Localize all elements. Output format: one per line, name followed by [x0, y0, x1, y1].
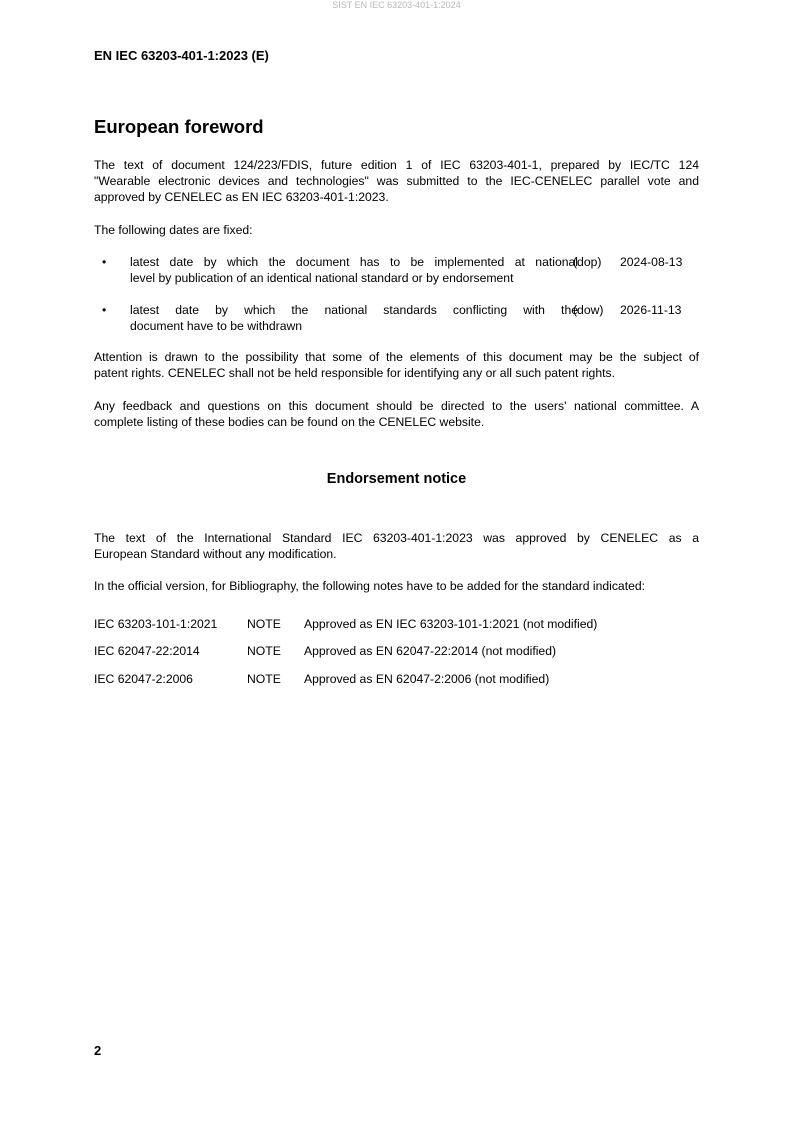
date-item-dop [94, 254, 699, 286]
note-standard: IEC 62047-22:2014 [94, 644, 200, 658]
date-item-text-line-1: latest date by which the national standards conflicting with the [130, 303, 578, 317]
foreword-intro-line-1: The text of document 124/223/FDIS, future edition 1 of IEC 63203-401-1, prepared by IEC/TC 124 [94, 158, 699, 172]
note-text: Approved as EN 62047-2:2006 (not modified) [304, 672, 550, 686]
note-label: NOTE [247, 644, 281, 658]
date-code: (dop) [573, 255, 602, 269]
bullet: • [102, 255, 107, 269]
bibliography-intro: In the official version, for Bibliography, the following notes have to be added for the standard indicated: [94, 579, 646, 593]
note-standard: IEC 63203-101-1:2021 [94, 617, 218, 631]
endorsement-text-line-2: European Standard without any modification. [94, 547, 337, 561]
endorsement-text-line-1: The text of the International Standard IEC 63203-401-1:2023 was approved by CENELEC as a [94, 531, 699, 545]
dates-intro: The following dates are fixed: [94, 223, 253, 237]
date-item-text-line-2: document have to be withdrawn [130, 319, 303, 333]
bullet: • [102, 303, 107, 317]
date-value: 2024-08-13 [620, 255, 683, 269]
note-text: Approved as EN IEC 63203-101-1:2021 (not modified) [304, 617, 598, 631]
document-id-header: EN IEC 63203-401-1:2023 (E) [94, 48, 269, 63]
feedback-line-2: complete listing of these bodies can be found on the CENELEC website. [94, 415, 485, 429]
date-code: (dow) [573, 303, 604, 317]
bibliography-note-row [94, 643, 699, 659]
date-value: 2026-11-13 [620, 303, 682, 317]
patent-notice-line-2: patent rights. CENELEC shall not be held responsible for identifying any or all such patent rights. [94, 366, 615, 380]
foreword-intro-line-3: approved by CENELEC as EN IEC 63203-401-1:2023. [94, 190, 389, 204]
note-standard: IEC 62047-2:2006 [94, 672, 193, 686]
note-label: NOTE [247, 617, 281, 631]
foreword-title: European foreword [94, 116, 264, 137]
patent-notice-line-1: Attention is drawn to the possibility that some of the elements of this document may be the subject of [94, 350, 699, 364]
bibliography-note-row [94, 671, 699, 687]
note-text: Approved as EN 62047-22:2014 (not modified) [304, 644, 557, 658]
foreword-intro-line-2: "Wearable electronic devices and technologies" was submitted to the IEC-CENELEC parallel vote and [94, 174, 699, 188]
feedback-line-1: Any feedback and questions on this document should be directed to the users' national committee. A [94, 399, 699, 413]
note-label: NOTE [247, 672, 281, 686]
date-item-dow [94, 302, 699, 334]
date-item-text-line-1: latest date by which the document has to be implemented at national [130, 255, 578, 269]
date-item-text-line-2: level by publication of an identical national standard or by endorsement [130, 271, 514, 285]
bibliography-note-row [94, 616, 699, 632]
watermark: SIST EN IEC 63203-401-1:2024 [332, 0, 461, 10]
page-number: 2 [94, 1043, 102, 1058]
endorsement-title: Endorsement notice [326, 471, 467, 487]
